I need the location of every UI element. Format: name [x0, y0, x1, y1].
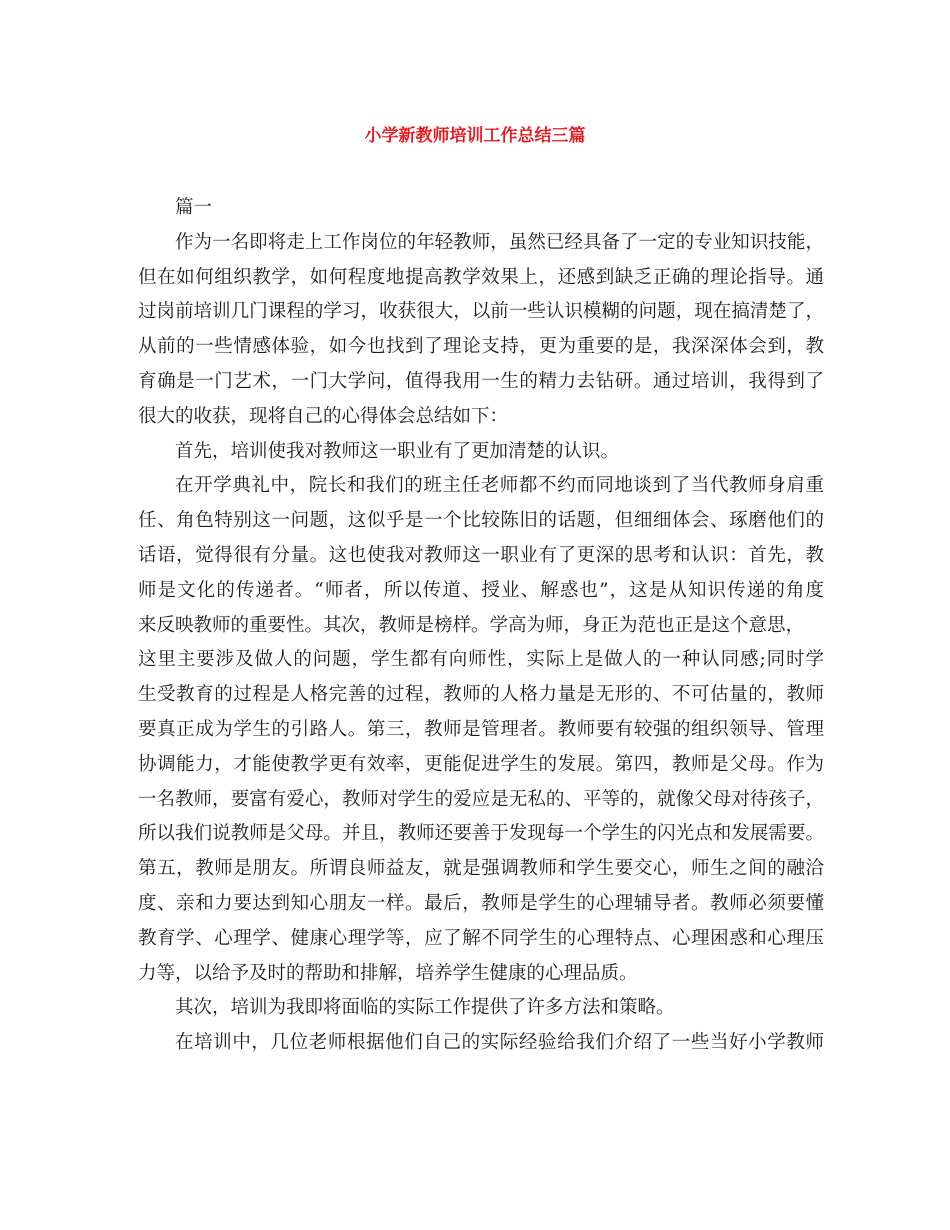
- paragraph-line: 话语，觉得很有分量。这也使我对教师这一职业有了更深的思考和认识：首先，教: [138, 544, 824, 566]
- paragraph-line: 在开学典礼中，院长和我们的班主任老师都不约而同地谈到了当代教师身肩重: [175, 475, 824, 497]
- paragraph-line: 协调能力，才能使教学更有效率，更能促进学生的发展。第四，教师是父母。作为: [138, 753, 824, 775]
- paragraph-line: 师是文化的传递者。“师者，所以传道、授业、解惑也”，这是从知识传递的角度: [138, 579, 824, 601]
- paragraph-line: 这里主要涉及做人的问题，学生都有向师性，实际上是做人的一种认同感;同时学: [138, 649, 824, 671]
- paragraph-line: 一名教师，要富有爱心，教师对学生的爱应是无私的、平等的，就像父母对待孩子，: [138, 788, 824, 810]
- paragraph-line: 过岗前培训几门课程的学习，收获很大，以前一些认识模糊的问题，现在搞清楚了，: [138, 301, 824, 323]
- document-body: [138, 191, 824, 1061]
- paragraph-line: 任、角色特别这一问题，这似乎是一个比较陈旧的话题，但细细体会、琢磨他们的: [138, 510, 824, 532]
- paragraph-line: 来反映教师的重要性。其次，教师是榜样。学高为师，身正为范也正是这个意思，: [138, 614, 805, 636]
- paragraph-line: 教育学、心理学、健康心理学等，应了解不同学生的心理特点、心理困惑和心理压: [138, 927, 824, 949]
- paragraph-line: 作为一名即将走上工作岗位的年轻教师，虽然已经具备了一定的专业知识技能，: [175, 231, 824, 253]
- paragraph-line: 在培训中，几位老师根据他们自己的实际经验给我们介绍了一些当好小学教师: [175, 1032, 824, 1054]
- paragraph-line: 要真正成为学生的引路人。第三，教师是管理者。教师要有较强的组织领导、管理: [138, 718, 824, 740]
- section-heading: 篇一: [175, 197, 213, 218]
- paragraph-line: 首先，培训使我对教师这一职业有了更加清楚的认识。: [175, 440, 620, 462]
- paragraph-line: 力等，以给予及时的帮助和排解，培养学生健康的心理品质。: [138, 962, 638, 984]
- paragraph-line: 度、亲和力要达到知心朋友一样。最后，教师是学生的心理辅导者。教师必须要懂: [138, 892, 824, 914]
- paragraph-line: 第五，教师是朋友。所谓良师益友，就是强调教师和学生要交心，师生之间的融洽: [138, 858, 824, 880]
- paragraph-line: 但在如何组织教学，如何程度地提高教学效果上，还感到缺乏正确的理论指导。通: [138, 266, 824, 288]
- paragraph-line: 生受教育的过程是人格完善的过程，教师的人格力量是无形的、不可估量的，教师: [138, 684, 824, 706]
- paragraph-line: 从前的一些情感体验，如今也找到了理论支持，更为重要的是，我深深体会到，教: [138, 336, 824, 358]
- document-title: 小学新教师培训工作总结三篇: [364, 126, 586, 146]
- paragraph-line: 育确是一门艺术，一门大学问，值得我用一生的精力去钻研。通过培训，我得到了: [138, 370, 824, 392]
- paragraph-line: 很大的收获，现将自己的心得体会总结如下：: [138, 405, 509, 427]
- paragraph-line: 所以我们说教师是父母。并且，教师还要善于发现每一个学生的闪光点和发展需要。: [138, 823, 824, 845]
- paragraph-line: 其次，培训为我即将面临的实际工作提供了许多方法和策略。: [175, 997, 675, 1019]
